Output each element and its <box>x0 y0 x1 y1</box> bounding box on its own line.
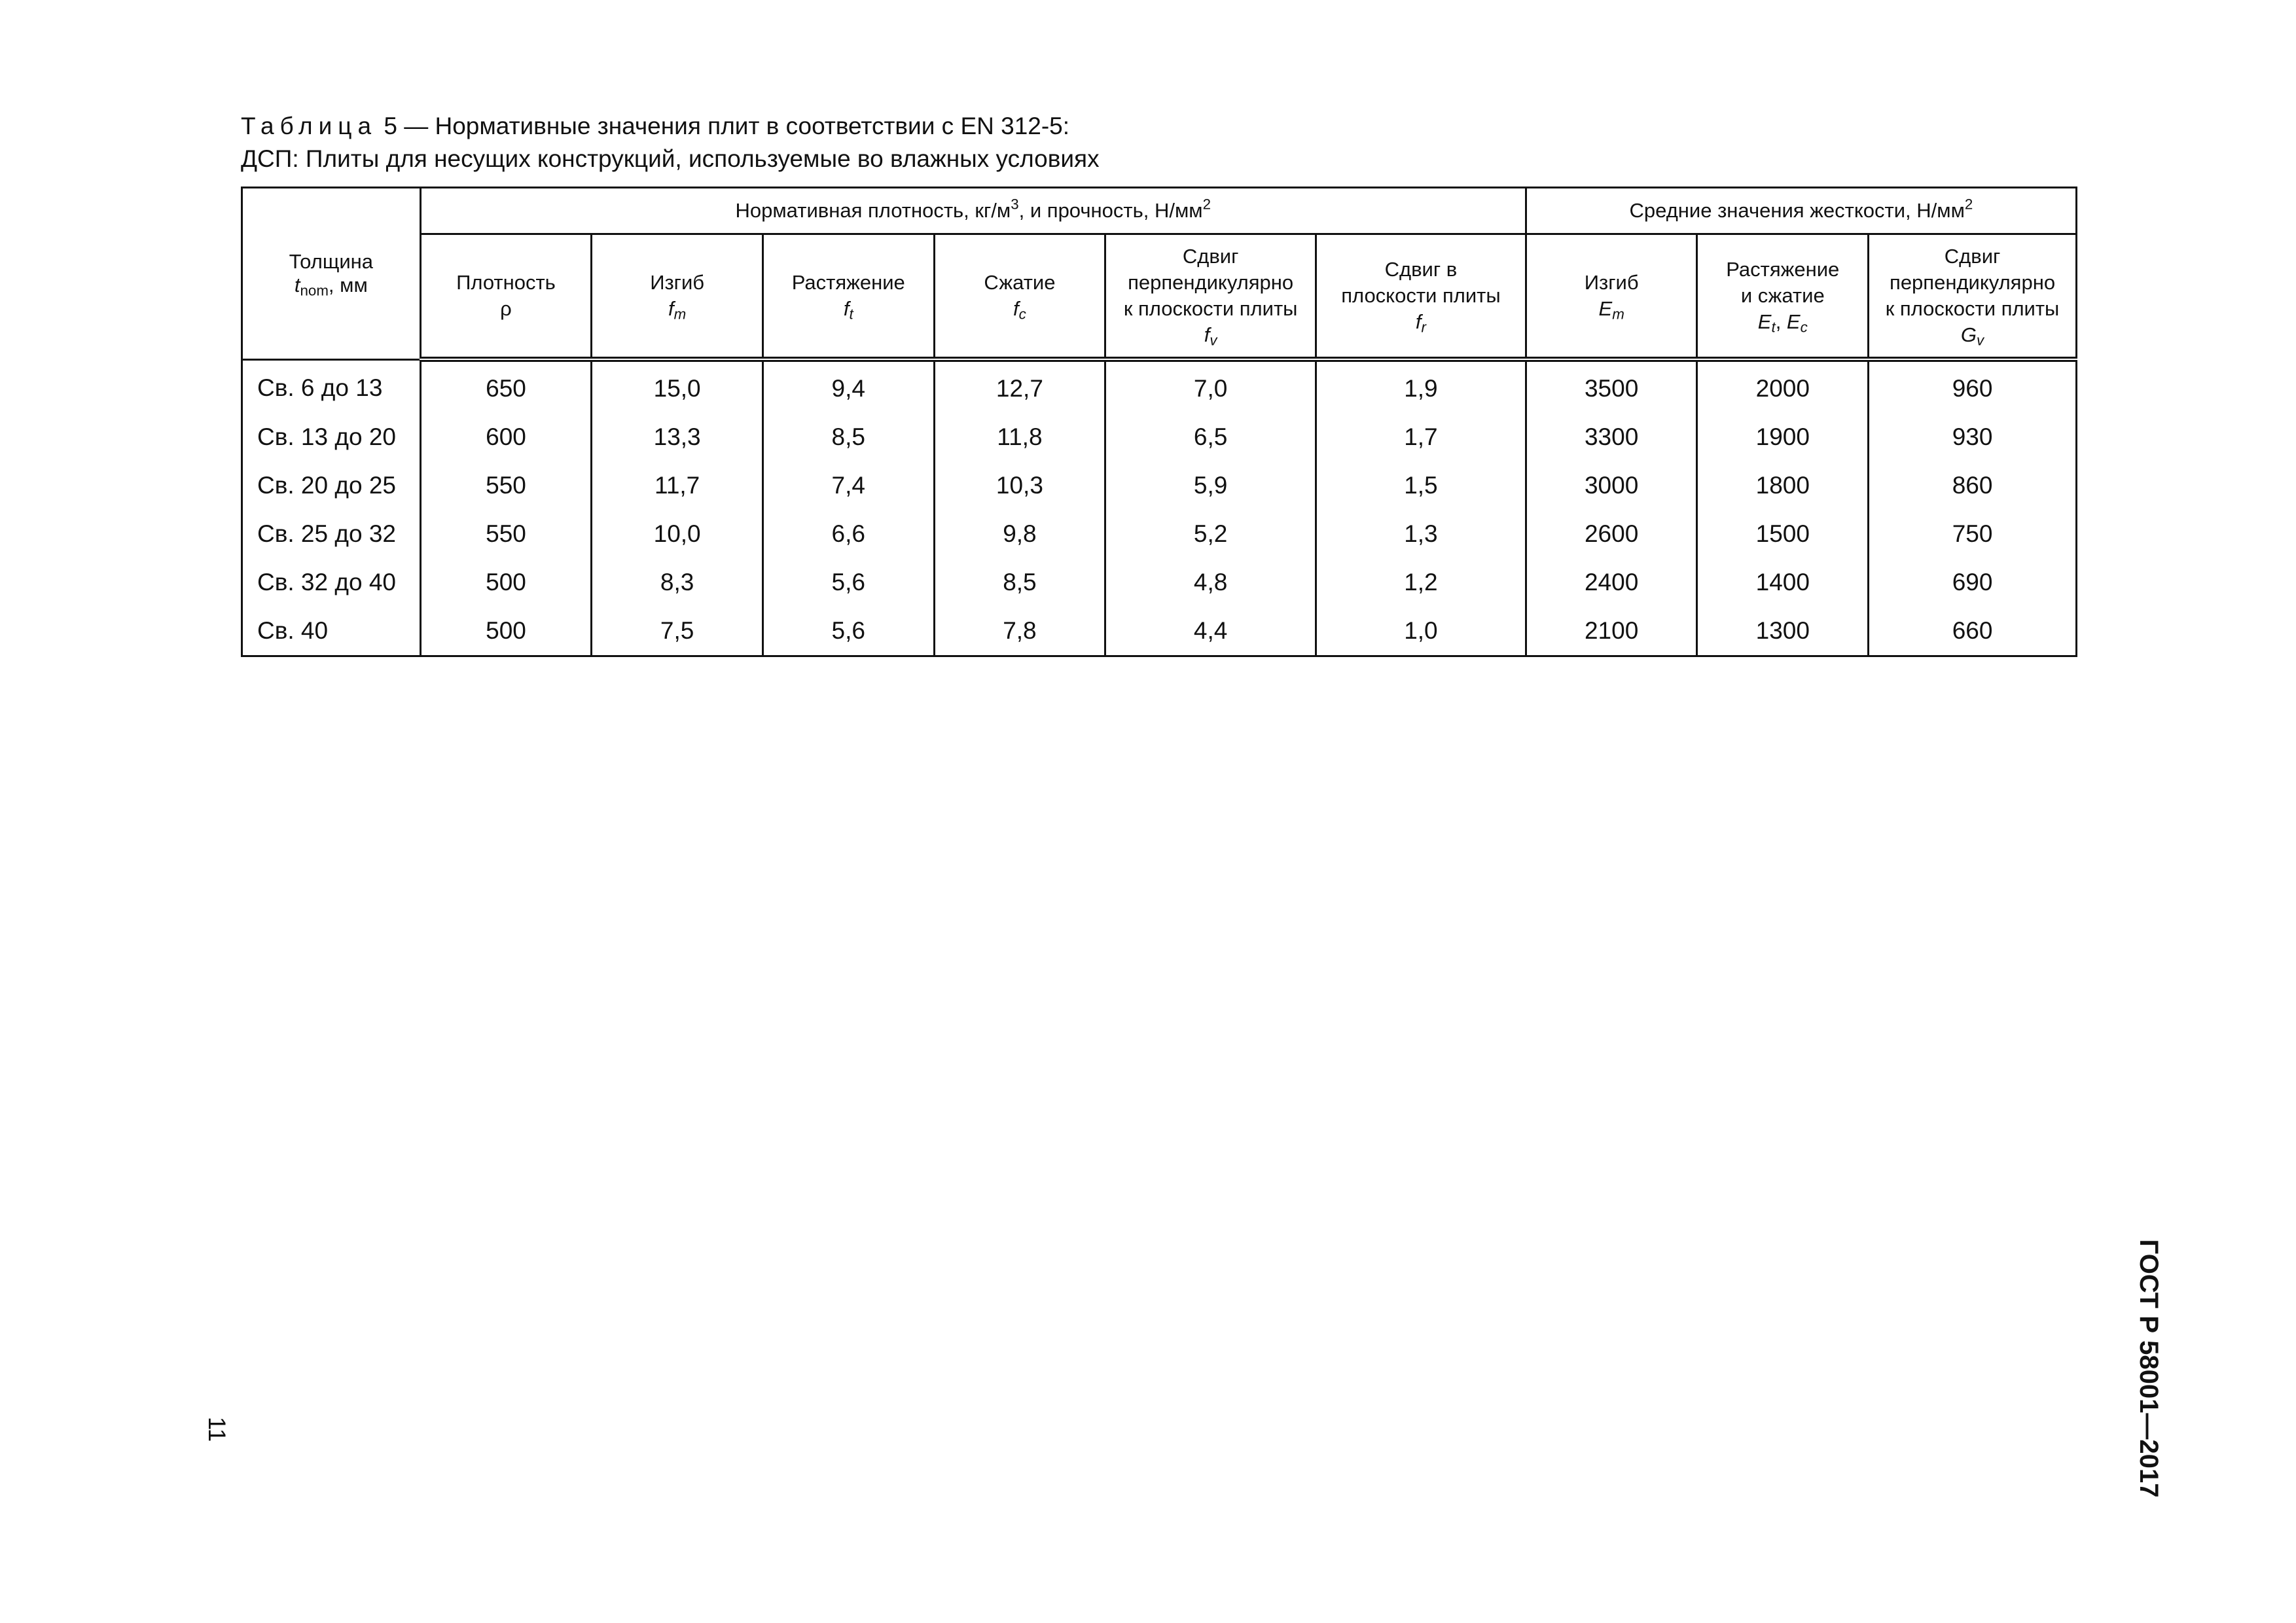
value-cell: 1800 <box>1697 461 1869 510</box>
value-cell: 8,3 <box>592 558 763 607</box>
document-code: ГОСТ Р 58001—2017 <box>2134 1239 2163 1498</box>
column-header-4: Сжатие $f_c$ <box>934 234 1105 360</box>
value-cell: 930 <box>1869 413 2077 461</box>
value-cell: 5,2 <box>1105 510 1316 558</box>
header-stiffness-group: Средние значения жесткости, $Н/мм^2$ <box>1526 188 2076 234</box>
value-cell: 10,0 <box>592 510 763 558</box>
caption-label: Таблица <box>241 113 378 139</box>
value-cell: 7,0 <box>1105 359 1316 413</box>
table-row <box>242 558 2077 607</box>
value-cell: 2000 <box>1697 359 1869 413</box>
value-cell: 600 <box>420 413 592 461</box>
value-cell: 4,4 <box>1105 607 1316 656</box>
value-cell: 5,9 <box>1105 461 1316 510</box>
value-cell: 3500 <box>1526 359 1697 413</box>
header-normative-group: Нормативная плотность, $кг/м^3$, и прочность, $Н/мм^2$ <box>420 188 1526 234</box>
value-cell: 4,8 <box>1105 558 1316 607</box>
column-header-3: Растяжение $f_t$ <box>762 234 934 360</box>
normative-values-table <box>241 187 2077 657</box>
value-cell: 1,2 <box>1316 558 1526 607</box>
value-cell: 550 <box>420 461 592 510</box>
header-thickness: Толщина $t_{nom}$, мм <box>242 188 421 360</box>
value-cell: 6,6 <box>762 510 934 558</box>
value-cell: 1500 <box>1697 510 1869 558</box>
value-cell: 7,8 <box>934 607 1105 656</box>
value-cell: 1400 <box>1697 558 1869 607</box>
value-cell: 1,7 <box>1316 413 1526 461</box>
value-cell: 5,6 <box>762 607 934 656</box>
caption-line-2: ДСП: Плиты для несущих конструкций, используемые во влажных условиях <box>241 145 1100 172</box>
table-row <box>242 461 2077 510</box>
value-cell: 1,5 <box>1316 461 1526 510</box>
value-cell: 860 <box>1869 461 2077 510</box>
value-cell: 12,7 <box>934 359 1105 413</box>
value-cell: 650 <box>420 359 592 413</box>
value-cell: 7,4 <box>762 461 934 510</box>
value-cell: 2100 <box>1526 607 1697 656</box>
thickness-cell: Св. 32 до 40 <box>242 558 421 607</box>
caption-title: 5 — Нормативные значения плит в соответствии с EN 312-5: <box>377 113 1070 139</box>
value-cell: 550 <box>420 510 592 558</box>
value-cell: 500 <box>420 558 592 607</box>
value-cell: 2600 <box>1526 510 1697 558</box>
value-cell: 9,4 <box>762 359 934 413</box>
column-header-2: Изгиб $f_m$ <box>592 234 763 360</box>
column-header-5: Сдвиг перпендикулярно к плоскости плиты $f_v$ <box>1105 234 1316 360</box>
value-cell: 500 <box>420 607 592 656</box>
value-cell: 1300 <box>1697 607 1869 656</box>
value-cell: 6,5 <box>1105 413 1316 461</box>
column-header-8: Растяжение и сжатие $E_t$, $E_c$ <box>1697 234 1869 360</box>
value-cell: 11,8 <box>934 413 1105 461</box>
caption-line-1 <box>241 110 1100 143</box>
value-cell: 3000 <box>1526 461 1697 510</box>
column-header-1: Плотность ρ <box>420 234 592 360</box>
table-row <box>242 359 2077 413</box>
thickness-cell: Св. 13 до 20 <box>242 413 421 461</box>
value-cell: 8,5 <box>934 558 1105 607</box>
value-cell: 15,0 <box>592 359 763 413</box>
value-cell: 1900 <box>1697 413 1869 461</box>
table-row <box>242 510 2077 558</box>
value-cell: 660 <box>1869 607 2077 656</box>
column-header-6: Сдвиг в плоскости плиты $f_r$ <box>1316 234 1526 360</box>
value-cell: 9,8 <box>934 510 1105 558</box>
value-cell: 2400 <box>1526 558 1697 607</box>
thickness-cell: Св. 20 до 25 <box>242 461 421 510</box>
value-cell: 11,7 <box>592 461 763 510</box>
value-cell: 1,9 <box>1316 359 1526 413</box>
value-cell: 960 <box>1869 359 2077 413</box>
thickness-cell: Св. 40 <box>242 607 421 656</box>
table-row <box>242 413 2077 461</box>
table-row <box>242 607 2077 656</box>
value-cell: 5,6 <box>762 558 934 607</box>
value-cell: 13,3 <box>592 413 763 461</box>
value-cell: 10,3 <box>934 461 1105 510</box>
value-cell: 1,0 <box>1316 607 1526 656</box>
value-cell: 8,5 <box>762 413 934 461</box>
page-number: 11 <box>204 1416 230 1442</box>
value-cell: 3300 <box>1526 413 1697 461</box>
value-cell: 690 <box>1869 558 2077 607</box>
table-body <box>242 359 2077 656</box>
column-header-row <box>242 234 2077 360</box>
value-cell: 750 <box>1869 510 2077 558</box>
value-cell: 1,3 <box>1316 510 1526 558</box>
column-header-9: Сдвиг перпендикулярно к плоскости плиты $G_v$ <box>1869 234 2077 360</box>
table-caption <box>241 110 1100 175</box>
value-cell: 7,5 <box>592 607 763 656</box>
thickness-cell: Св. 6 до 13 <box>242 359 421 413</box>
column-header-7: Изгиб $E_m$ <box>1526 234 1697 360</box>
thickness-cell: Св. 25 до 32 <box>242 510 421 558</box>
